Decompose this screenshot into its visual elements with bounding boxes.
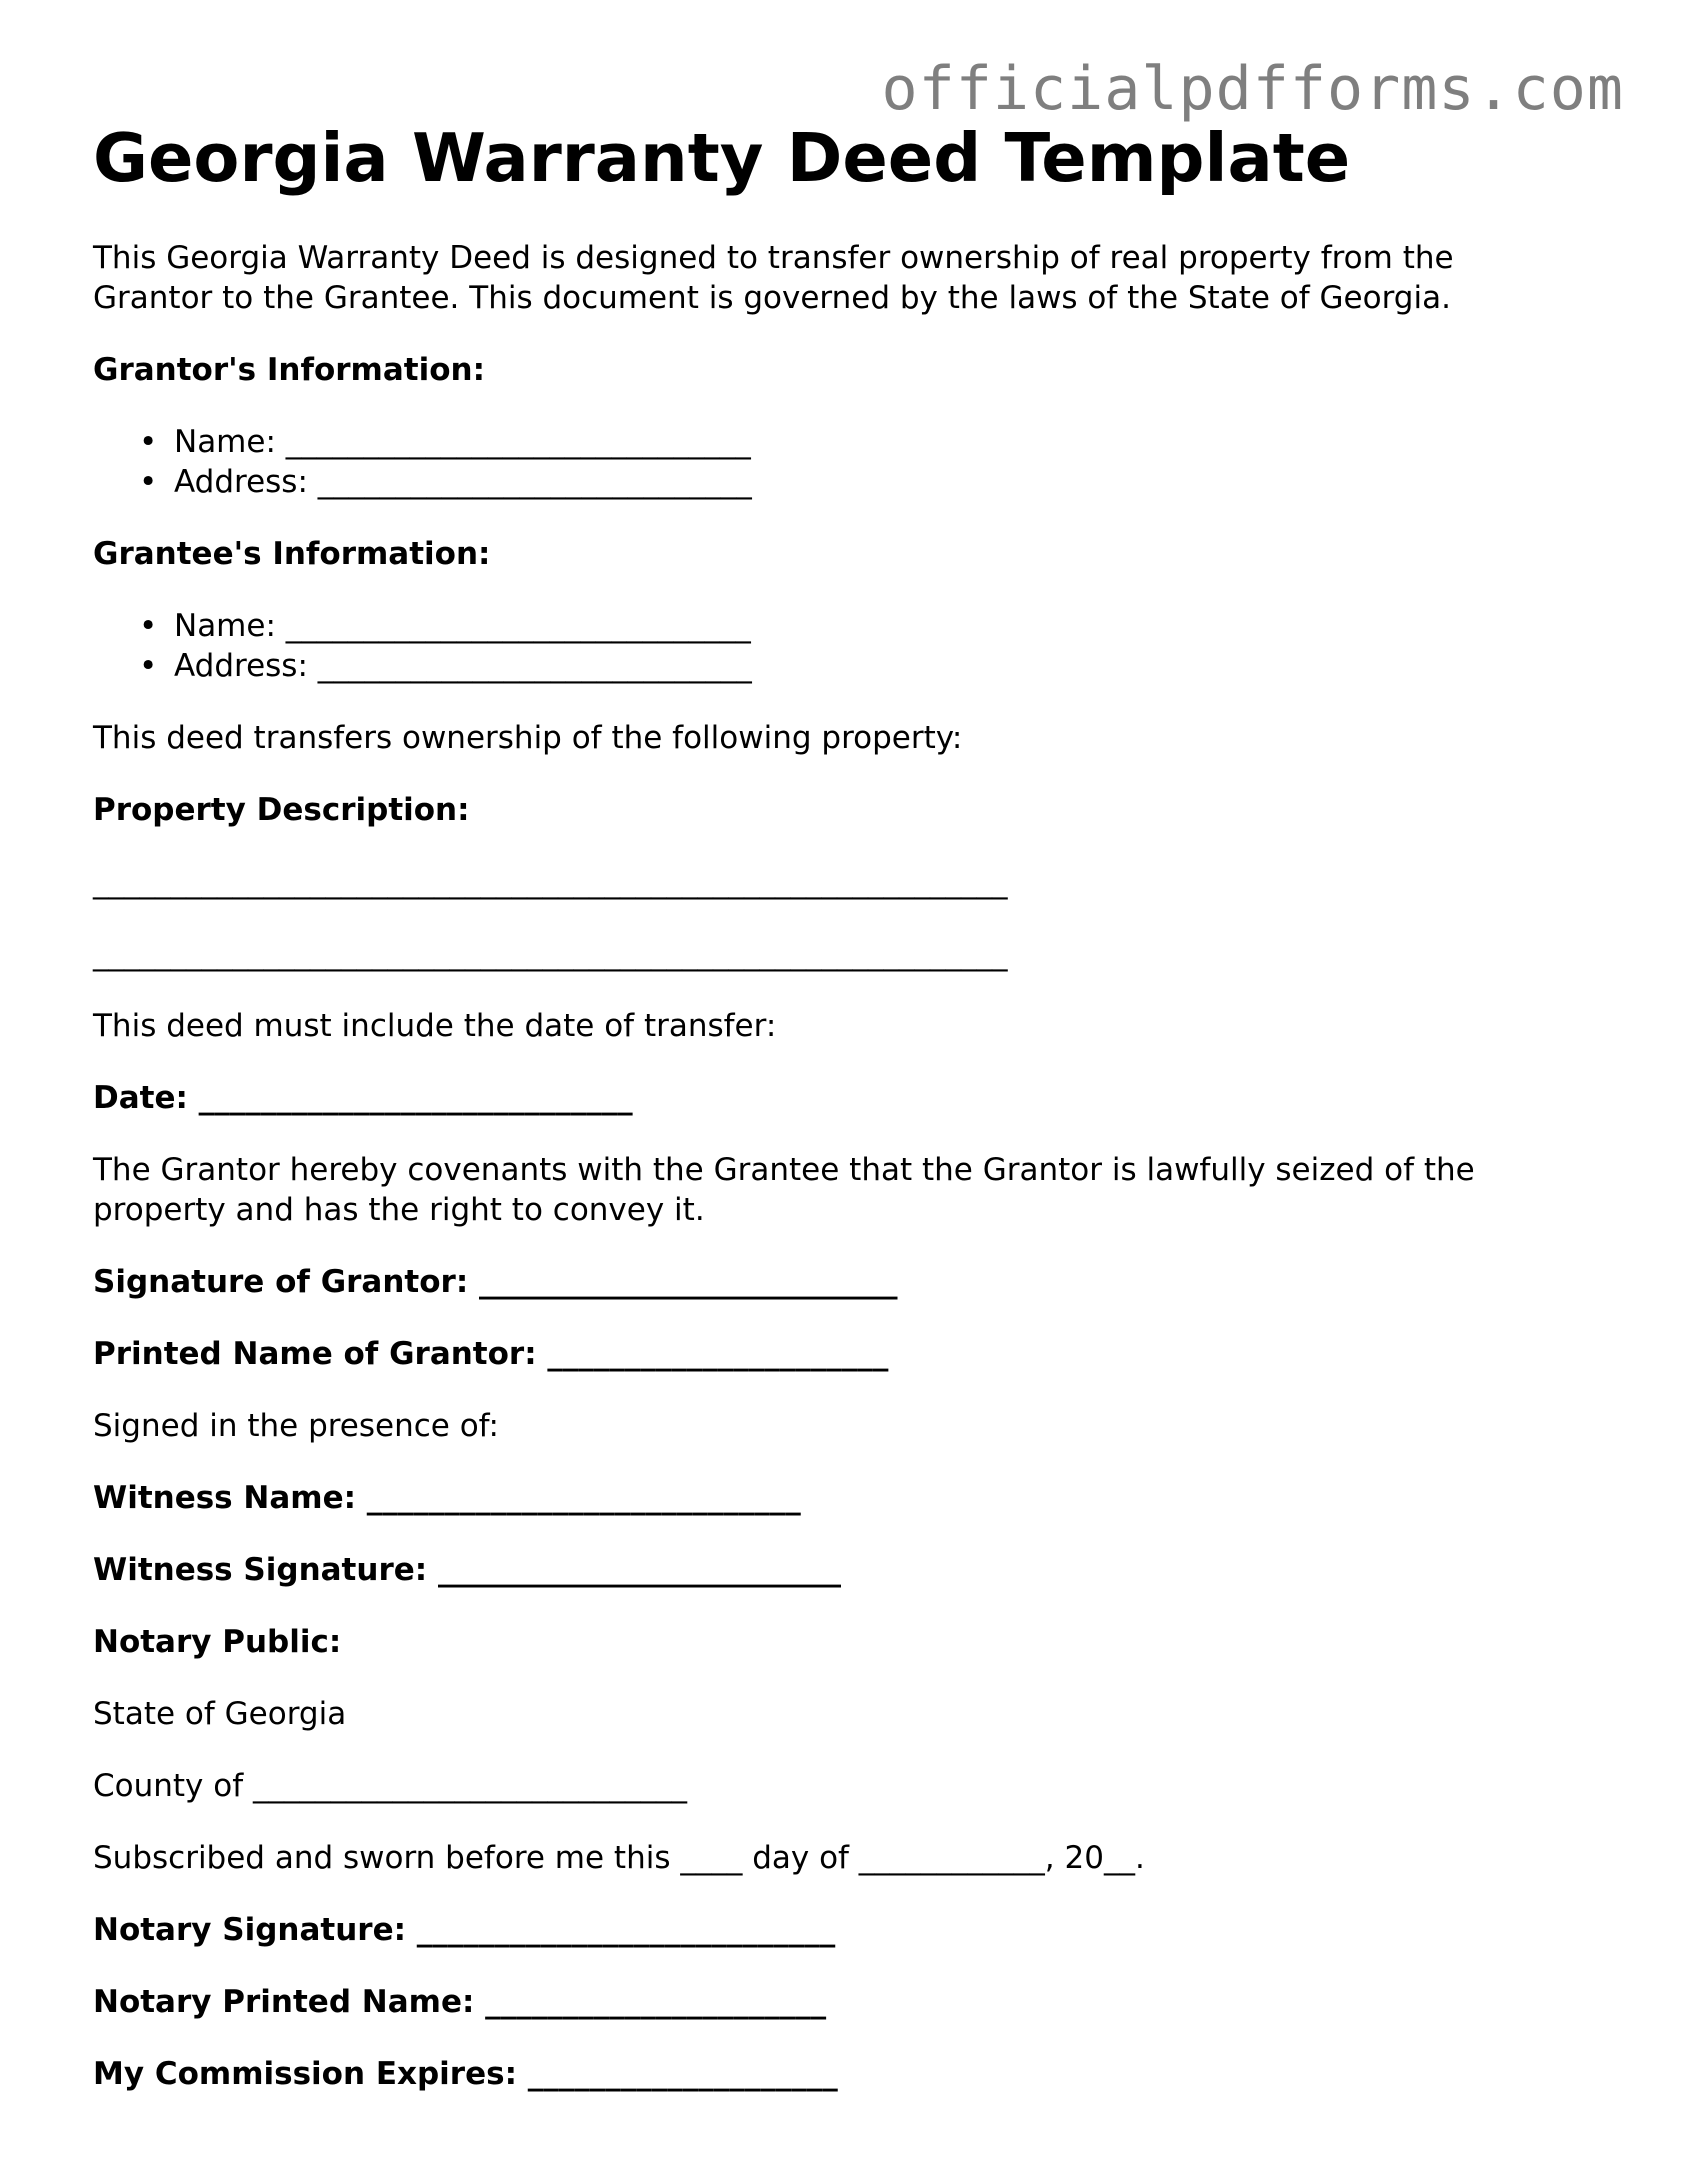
intro-line-2: Grantor to the Grantee. This document is governed by the laws of the State of Georgia. [93, 280, 1451, 316]
witness-presence-text: Signed in the presence of: [93, 1408, 499, 1444]
notary-state: State of Georgia [93, 1696, 347, 1732]
grantor-address-field[interactable]: • Address: ____________________________ [139, 462, 1593, 502]
grantor-heading: Grantor's Information: [93, 352, 485, 388]
covenant-line-2: property and has the right to convey it. [93, 1192, 705, 1228]
grantor-fields [93, 422, 1593, 502]
intro-line-1: This Georgia Warranty Deed is designed to transfer ownership of real property from the [93, 240, 1454, 276]
notary-heading: Notary Public: [93, 1624, 342, 1660]
grantor-printed-name-field[interactable]: Printed Name of Grantor: ______________________ [93, 1336, 889, 1372]
site-watermark: officialpdfforms.com [881, 54, 1624, 124]
grantee-fields [93, 606, 1593, 686]
grantee-address-field[interactable]: • Address: ____________________________ [139, 646, 1593, 686]
notary-printed-name-field[interactable]: Notary Printed Name: ______________________ [93, 1984, 827, 2020]
grantor-name-field[interactable]: • Name: ______________________________ [139, 422, 1593, 462]
date-field[interactable]: Date: ____________________________ [93, 1080, 633, 1116]
property-line-2[interactable]: ___________________________________________________________ [93, 936, 1008, 972]
deed-document [93, 118, 1593, 2094]
notary-sworn-line[interactable]: Subscribed and sworn before me this ____ day of ____________, 20__. [93, 1840, 1145, 1876]
date-lead: This deed must include the date of transfer: [93, 1008, 777, 1044]
witness-name-field[interactable]: Witness Name: ____________________________ [93, 1480, 801, 1516]
witness-signature-field[interactable]: Witness Signature: __________________________ [93, 1552, 841, 1588]
covenant-line-1: The Grantor hereby covenants with the Grantee that the Grantor is lawfully seized of the [93, 1152, 1475, 1188]
grantee-heading: Grantee's Information: [93, 536, 491, 572]
notary-commission-field[interactable]: My Commission Expires: ____________________ [93, 2056, 838, 2092]
grantor-signature-field[interactable]: Signature of Grantor: ___________________________ [93, 1264, 898, 1300]
grantee-name-field[interactable]: • Name: ______________________________ [139, 606, 1593, 646]
property-heading: Property Description: [93, 792, 470, 828]
property-lead: This deed transfers ownership of the following property: [93, 720, 963, 756]
page-title: Georgia Warranty Deed Template [93, 119, 1351, 197]
property-line-1[interactable]: ___________________________________________________________ [93, 864, 1008, 900]
notary-signature-field[interactable]: Notary Signature: ___________________________ [93, 1912, 836, 1948]
notary-county-field[interactable]: County of ____________________________ [93, 1768, 687, 1804]
